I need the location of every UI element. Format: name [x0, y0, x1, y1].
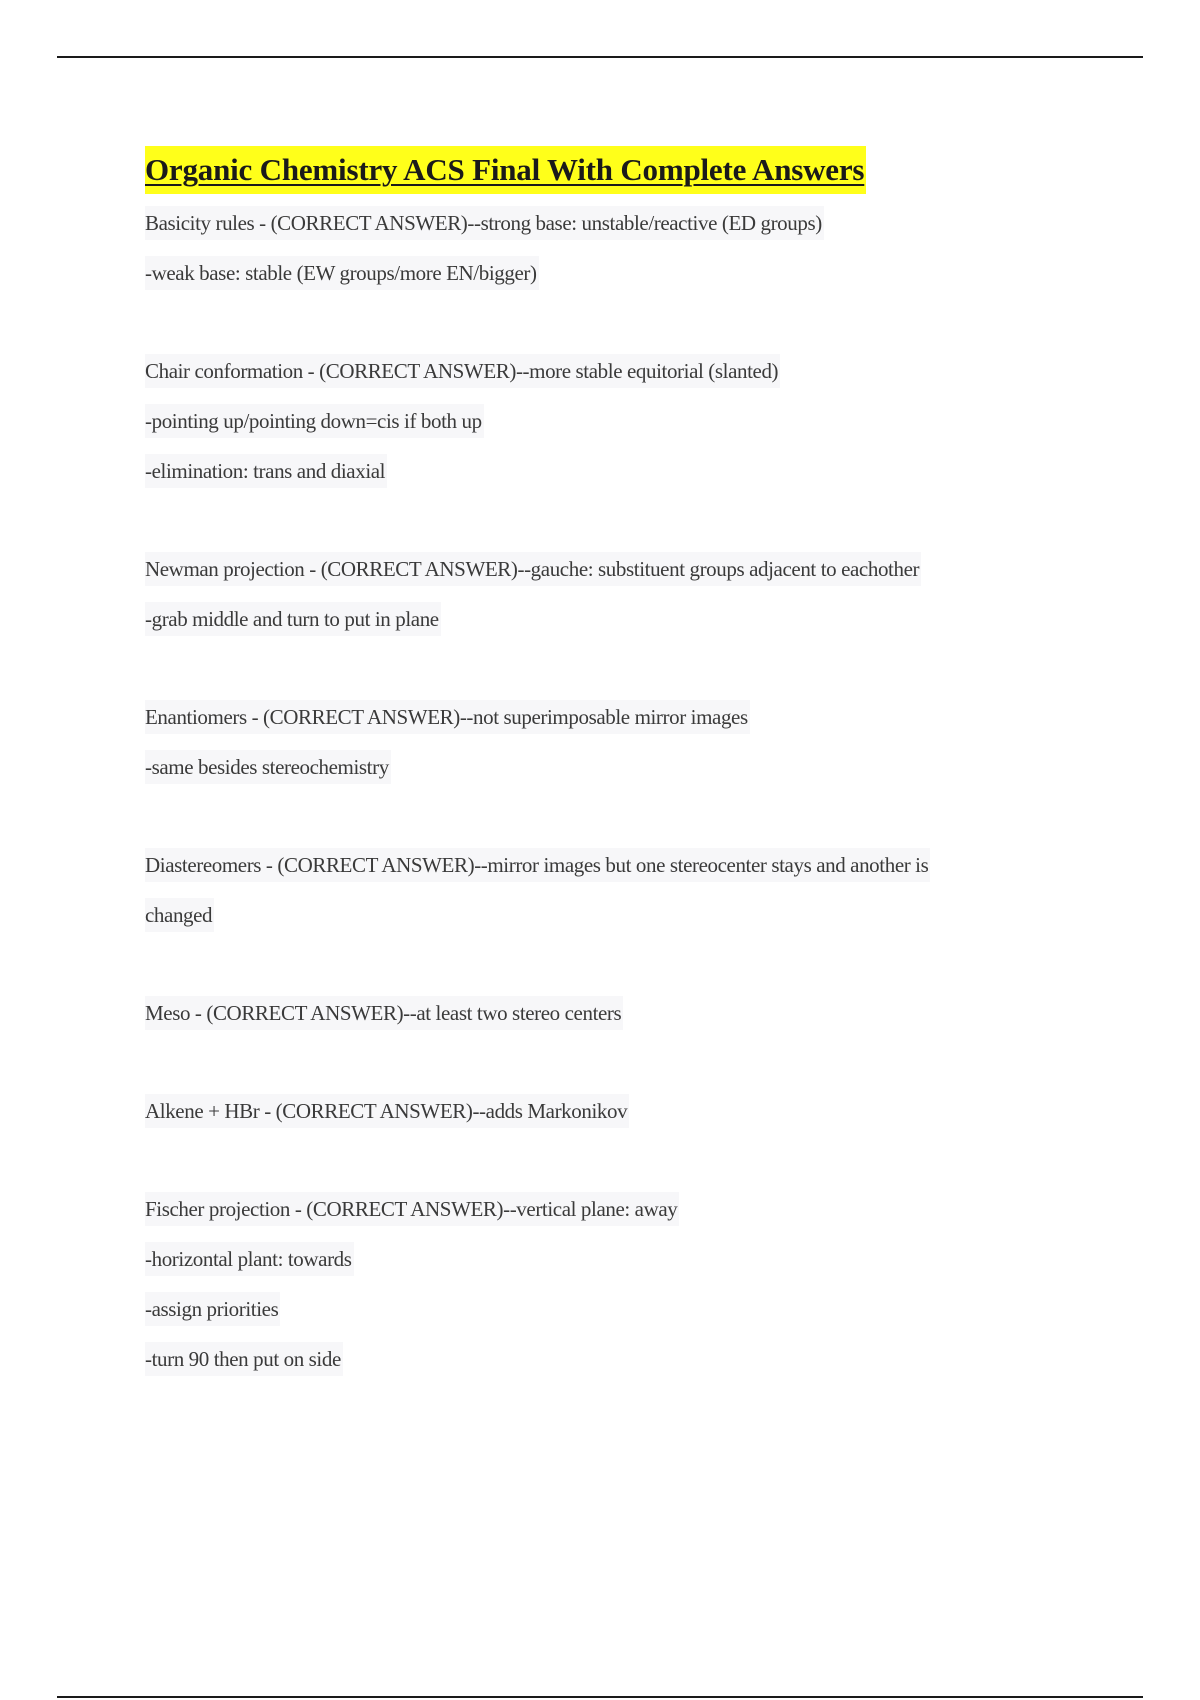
entry-alkene-hbr [145, 1094, 1075, 1144]
entry-enantiomers [145, 700, 1075, 800]
entry-line-text: Chair conformation - (CORRECT ANSWER)--more stable equitorial (slanted) [145, 354, 780, 388]
entry-line [145, 454, 1075, 504]
entry-line-text: -same besides stereochemistry [145, 750, 391, 784]
entry-line [145, 1192, 1075, 1242]
entry-line-text: -assign priorities [145, 1292, 280, 1326]
document-body [145, 146, 1075, 1440]
entry-line-text: Alkene + HBr - (CORRECT ANSWER)--adds Markonikov [145, 1094, 629, 1128]
bottom-rule [57, 1696, 1143, 1698]
entry-line-text: Fischer projection - (CORRECT ANSWER)--vertical plane: away [145, 1192, 679, 1226]
top-rule [57, 56, 1143, 58]
entry-line [145, 700, 1075, 750]
entry-line-text: Newman projection - (CORRECT ANSWER)--gauche: substituent groups adjacent to eachother [145, 552, 921, 586]
entry-line [145, 750, 1075, 800]
entry-line [145, 1342, 1075, 1392]
entry-line [145, 552, 1075, 602]
entry-line [145, 602, 1075, 652]
entry-line [145, 1292, 1075, 1342]
entry-basicity-rules [145, 206, 1075, 306]
entry-line-text: -pointing up/pointing down=cis if both up [145, 404, 484, 438]
entry-line-text: changed [145, 898, 214, 932]
entry-line [145, 1242, 1075, 1292]
entry-line [145, 898, 1075, 948]
entry-line-text: Enantiomers - (CORRECT ANSWER)--not superimposable mirror images [145, 700, 750, 734]
entry-line [145, 206, 1075, 256]
entry-newman-projection [145, 552, 1075, 652]
entry-chair-conformation [145, 354, 1075, 504]
entry-line-text: -elimination: trans and diaxial [145, 454, 387, 488]
entry-line-text: -weak base: stable (EW groups/more EN/bigger) [145, 256, 539, 290]
entry-line-text: -grab middle and turn to put in plane [145, 602, 441, 636]
document-title: Organic Chemistry ACS Final With Complete Answers [145, 146, 866, 194]
entry-diastereomers [145, 848, 1075, 948]
entry-line [145, 996, 1075, 1046]
entry-line [145, 354, 1075, 404]
entry-line-text: -turn 90 then put on side [145, 1342, 343, 1376]
entry-line-text: Diastereomers - (CORRECT ANSWER)--mirror images but one stereocenter stays and another is [145, 848, 930, 882]
entry-line [145, 1094, 1075, 1144]
entry-line-text: Meso - (CORRECT ANSWER)--at least two stereo centers [145, 996, 623, 1030]
entry-line [145, 848, 1075, 898]
entry-line-text: -horizontal plant: towards [145, 1242, 354, 1276]
entry-fischer-projection [145, 1192, 1075, 1392]
entry-line [145, 404, 1075, 454]
entry-meso [145, 996, 1075, 1046]
entry-line [145, 256, 1075, 306]
entry-line-text: Basicity rules - (CORRECT ANSWER)--strong base: unstable/reactive (ED groups) [145, 206, 824, 240]
